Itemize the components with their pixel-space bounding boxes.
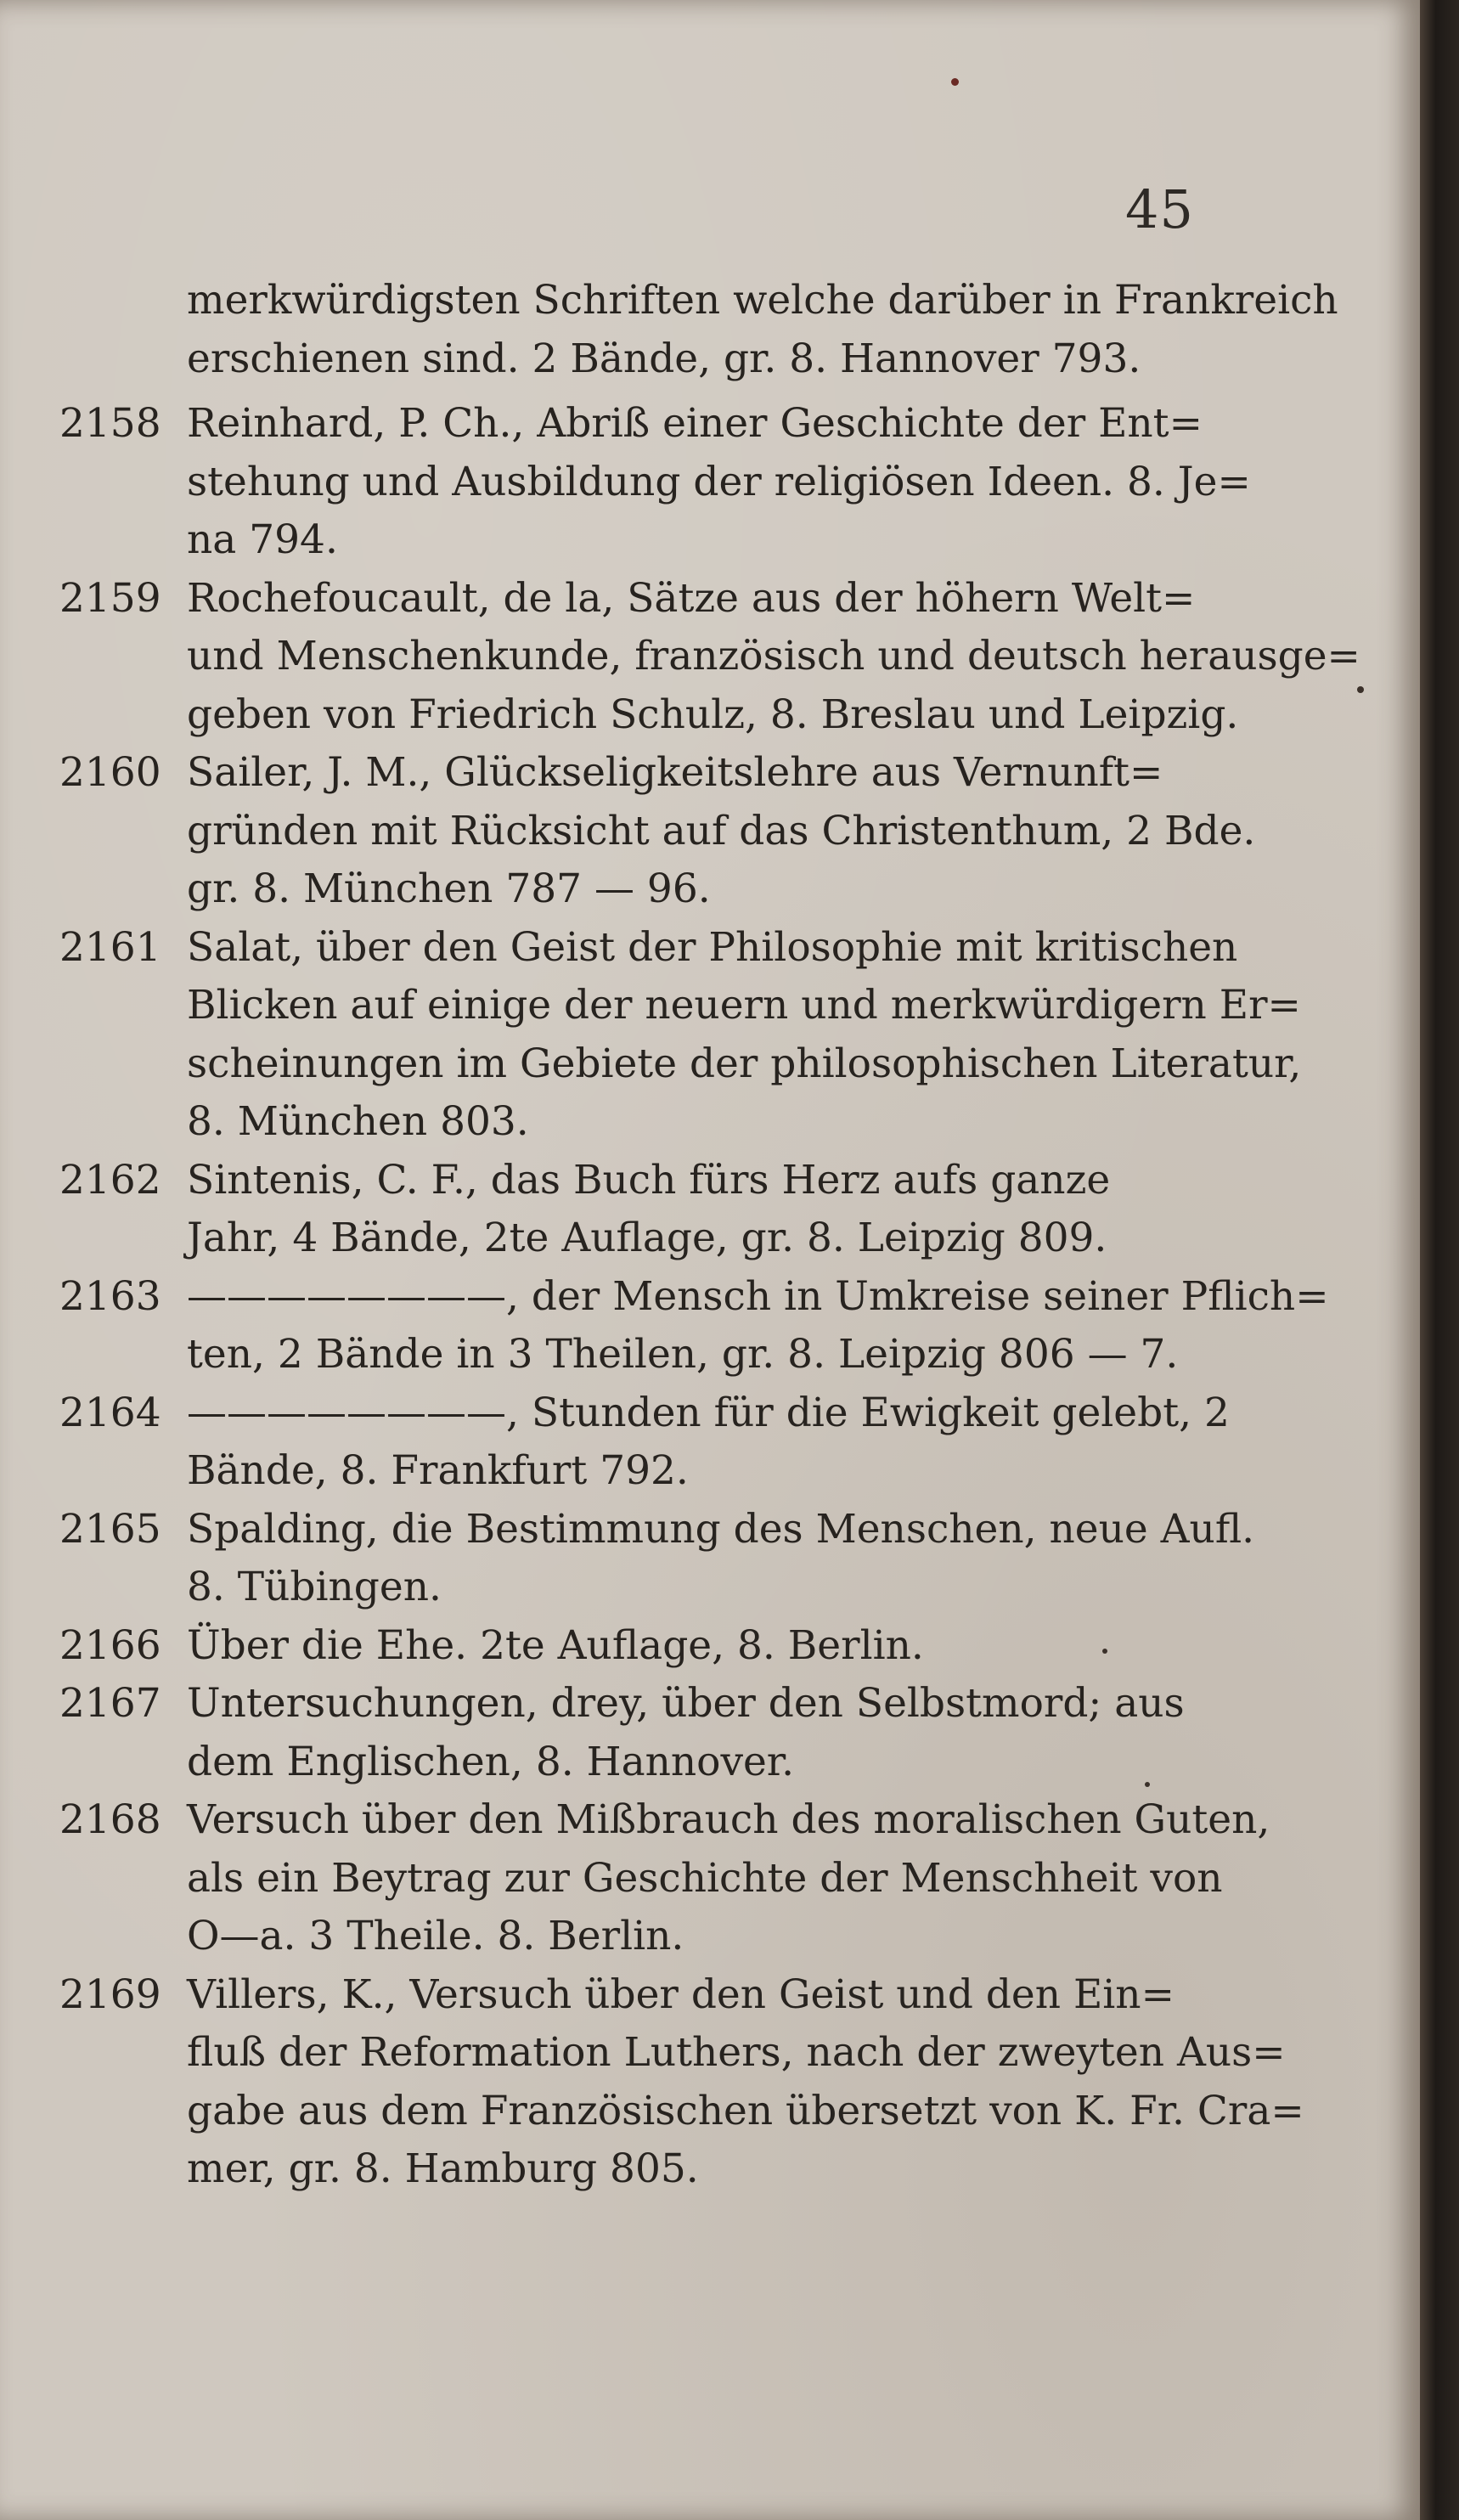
entry-text <box>187 395 1251 570</box>
entry-line: scheinungen im Gebiete der philosophischen Literatur, <box>187 1040 1302 1087</box>
entry-line: gründen mit Rücksicht auf das Christenthum, 2 Bde. <box>187 807 1256 854</box>
catalogue-entry <box>59 1966 1304 2199</box>
entry-line: Reinhard, P. Ch., Abriß einer Geschichte der Ent= <box>187 400 1203 447</box>
entry-text <box>187 1675 1214 1791</box>
entry-line: Sailer, J. M., Glückseligkeitslehre aus Vernunft= <box>187 749 1163 796</box>
entry-text <box>187 1617 1214 1676</box>
entry-text <box>187 272 1338 388</box>
entry-line: Salat, über den Geist der Philosophie mit kritischen <box>187 923 1238 971</box>
foxing-spot <box>1357 686 1364 693</box>
entry-text <box>187 1966 1304 2199</box>
entry-line: ————————, Stunden für die Ewigkeit gelebt, 2 <box>187 1389 1230 1436</box>
entry-number: 2158 <box>59 400 161 447</box>
catalogue-entry <box>59 570 1360 745</box>
entry-number: 2163 <box>59 1272 161 1320</box>
catalogue-entry <box>59 1617 1214 1676</box>
entry-number: 2169 <box>59 1970 161 2018</box>
entry-line: dem Englischen, 8. Hannover. <box>187 1738 795 1785</box>
entry-line: 8. München 803. <box>187 1098 529 1145</box>
entry-line: und Menschenkunde, französisch und deutsch herausge= <box>187 633 1360 679</box>
catalogue-entry <box>59 1501 1255 1617</box>
entry-line: Bände, 8. Frankfurt 792. <box>187 1447 689 1494</box>
catalogue-entry <box>59 272 1338 388</box>
page-number: 45 <box>1125 178 1194 240</box>
entry-line: 8. Tübingen. <box>187 1564 442 1610</box>
entry-line: Über die Ehe. 2te Auflage, 8. Berlin. <box>187 1621 924 1669</box>
entry-text <box>187 570 1360 745</box>
catalogue-entry <box>59 919 1302 1152</box>
catalogue-entry <box>59 1675 1214 1791</box>
entry-number: 2165 <box>59 1505 161 1553</box>
catalogue-entries <box>59 272 1360 2199</box>
entry-number: 2162 <box>59 1156 161 1204</box>
catalogue-entry <box>59 744 1256 919</box>
catalogue-entry <box>59 1268 1329 1384</box>
catalogue-entry <box>59 1152 1214 1268</box>
entry-line: Spalding, die Bestimmung des Menschen, neue Aufl. <box>187 1505 1255 1553</box>
entry-number: 2167 <box>59 1680 161 1727</box>
entry-line: gr. 8. München 787 — 96. <box>187 865 711 912</box>
entry-line: stehung und Ausbildung der religiösen Ideen. 8. Je= <box>187 458 1251 505</box>
entry-line: gabe aus dem Französischen übersetzt von K. Fr. Cra= <box>187 2087 1304 2134</box>
foxing-spot <box>1102 1649 1107 1654</box>
foxing-spot <box>1145 1782 1150 1787</box>
entry-line: ten, 2 Bände in 3 Theilen, gr. 8. Leipzig 806 — 7. <box>187 1331 1179 1378</box>
catalogue-entry <box>59 395 1251 570</box>
entry-text <box>187 1268 1329 1384</box>
entry-text <box>187 1501 1255 1617</box>
entry-number: 2168 <box>59 1796 161 1843</box>
entry-line: erschienen sind. 2 Bände, gr. 8. Hannover 793. <box>187 335 1141 382</box>
foxing-spot <box>951 78 959 86</box>
entry-line: ————————, der Mensch in Umkreise seiner Pflich= <box>187 1272 1329 1320</box>
entry-line: als ein Beytrag zur Geschichte der Menschheit von <box>187 1854 1223 1902</box>
entry-text <box>187 744 1256 919</box>
entry-line: mer, gr. 8. Hamburg 805. <box>187 2145 699 2192</box>
entry-line: geben von Friedrich Schulz, 8. Breslau und Leipzig. <box>187 691 1239 738</box>
entry-line: Rochefoucault, de la, Sätze aus der höhern Welt= <box>187 574 1196 622</box>
entry-number: 2166 <box>59 1621 161 1669</box>
entry-line: Versuch über den Mißbrauch des moralischen Guten, <box>187 1796 1270 1843</box>
entry-number: 2160 <box>59 749 161 796</box>
entry-line: Blicken auf einige der neuern und merkwürdigern Er= <box>187 982 1301 1029</box>
book-spine-edge <box>1420 0 1459 2520</box>
entry-line: O—a. 3 Theile. 8. Berlin. <box>187 1913 684 1959</box>
entry-text <box>187 1791 1270 1966</box>
entry-line: Jahr, 4 Bände, 2te Auflage, gr. 8. Leipzig 809. <box>187 1215 1107 1261</box>
entry-line: Untersuchungen, drey, über den Selbstmord; aus <box>187 1680 1185 1727</box>
entry-line: na 794. <box>187 516 338 563</box>
entry-line: Sintenis, C. F., das Buch fürs Herz aufs ganze <box>187 1156 1111 1204</box>
entry-number: 2161 <box>59 923 161 971</box>
entry-text <box>187 919 1302 1152</box>
entry-number: 2164 <box>59 1389 161 1436</box>
entry-number: 2159 <box>59 574 161 622</box>
catalogue-entry <box>59 1791 1270 1966</box>
catalogue-entry <box>59 1384 1230 1501</box>
entry-text <box>187 1384 1230 1501</box>
entry-line: merkwürdigsten Schriften welche darüber in Frankreich <box>187 277 1338 324</box>
entry-text <box>187 1152 1214 1268</box>
entry-line: fluß der Reformation Luthers, nach der zweyten Aus= <box>187 2029 1286 2076</box>
entry-line: Villers, K., Versuch über den Geist und den Ein= <box>187 1970 1175 2018</box>
